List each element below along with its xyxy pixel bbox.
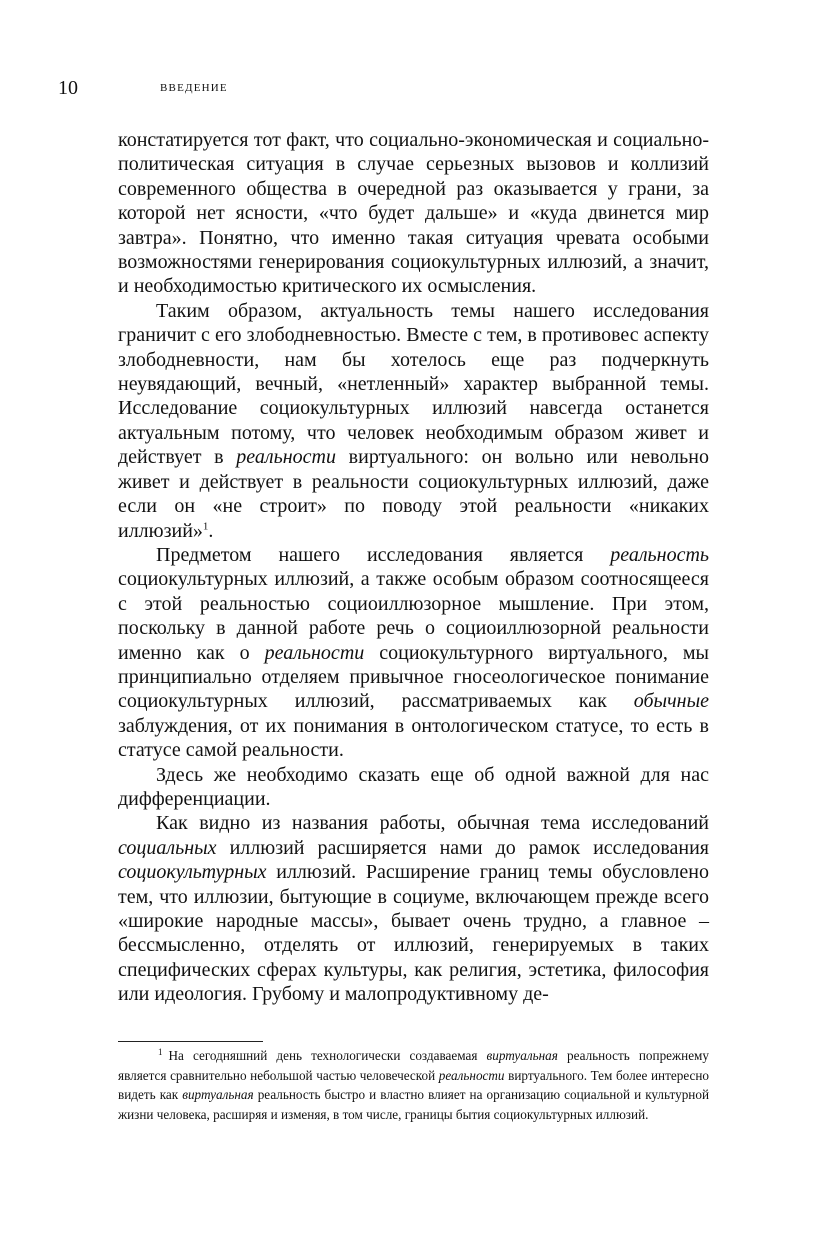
footnote-1 bbox=[118, 1046, 709, 1124]
footnote-reference[interactable]: 1 bbox=[202, 519, 209, 532]
paragraph-5-text: иллюзий расширяется нами до рамок исследования bbox=[216, 836, 709, 859]
paragraph-3-text: социокультурных иллюзий, а также особым образом соотносящееся с этой реальностью социоиллюзорное мышление. При этом, поскольку в данной работе речь о социоиллюзорной реальности именно как о bbox=[118, 568, 709, 664]
running-head: ВВЕДЕНИЕ bbox=[160, 82, 228, 94]
paragraph-3 bbox=[118, 543, 709, 763]
footnote-emphasis: виртуальная bbox=[486, 1048, 558, 1063]
paragraph-5-text: Как видно из названия работы, обычная тема исследований bbox=[156, 812, 709, 835]
paragraph-3-text: заблуждения, от их понимания в онтологическом статусе, то есть в статусе самой реальности. bbox=[118, 714, 709, 762]
footnote-emphasis: реальности bbox=[438, 1067, 505, 1083]
paragraph-4: Здесь же необходимо сказать еще об одной важной для нас дифференциации. bbox=[118, 763, 709, 810]
footnote-text: реальность попрежнему является сравнительно небольшой частью человеческой bbox=[118, 1048, 709, 1083]
footnote-text: реальность быстро и властно влияет на организацию социальной и культурной жизни человека, расширяя и изменяя, в том числе, границы бытия социокультурных иллюзий. bbox=[118, 1087, 710, 1122]
paragraph-3-text: социокультурного виртуального, мы принципиально отделяем привычное гносеологическое понимание социокультурных иллюзий, рассматриваемых как bbox=[118, 641, 709, 713]
footnote-emphasis: виртуальная bbox=[182, 1087, 254, 1103]
footnote-text: На сегодняшний день технологически создаваемая bbox=[168, 1048, 487, 1063]
paragraph-2-text: . bbox=[208, 519, 214, 542]
paragraph-2-text: виртуального: он вольно или невольно живет и действует в реальности социокультурных иллюзий, даже если он «не строит» по поводу этой реальности «никаких иллюзий» bbox=[118, 446, 709, 542]
paragraph-5-text: иллюзий. Расширение границ темы обусловлено тем, что иллюзии, бытующие в социуме, включающем прежде всего «широкие народные массы», бывает очень трудно, а главное – бессмысленно, отделять от иллюзий, генерируемых в таких специфических сферах культуры, как религия, эстетика, философия или идеология. Грубому и малопродуктивному де- bbox=[118, 861, 709, 1006]
footnote-divider bbox=[118, 1041, 263, 1042]
paragraph-3-emphasis: реальности bbox=[264, 641, 365, 664]
footnote-mark: 1 bbox=[158, 1046, 163, 1057]
paragraph-3-emphasis: реальность bbox=[610, 543, 709, 566]
paragraph-2-emphasis: реальности bbox=[236, 446, 336, 469]
page-header bbox=[58, 76, 787, 100]
paragraph-5 bbox=[118, 811, 709, 1006]
paragraph-2 bbox=[118, 299, 709, 543]
paragraph-2-text: Таким образом, актуальность темы нашего исследования граничит с его злободневностью. Вместе с тем, в противовес аспекту злободневности, нам бы хотелось еще раз подчеркнуть неувядающий, вечный, «нетленный» характер выбранной темы. Исследование социокультурных иллюзий навсегда останется актуальным потому, что человек необходимым образом живет и действует в bbox=[118, 299, 709, 469]
paragraph-3-emphasis: обычные bbox=[633, 690, 709, 713]
main-text bbox=[118, 128, 709, 1007]
paragraph-5-emphasis: социокультурных bbox=[118, 861, 267, 884]
paragraph-3-text: Предметом нашего исследования является bbox=[156, 543, 611, 566]
footnote-text: виртуального. Тем более интересно видеть как bbox=[118, 1067, 710, 1103]
paragraph-5-emphasis: социальных bbox=[118, 836, 217, 859]
page-number: 10 bbox=[58, 77, 78, 99]
paragraph-1: констатируется тот факт, что социально-экономическая и социально-политическая ситуация в случае серьезных вызовов и коллизий современного общества в очередной раз оказывается у грани, за которой нет ясности, «что будет дальше» и «куда двинется мир завтра». Понятно, что именно такая ситуация чревата особыми возможностями генерирования социокультурных иллюзий, а значит, и необходимостью критического их осмысления. bbox=[118, 129, 709, 298]
